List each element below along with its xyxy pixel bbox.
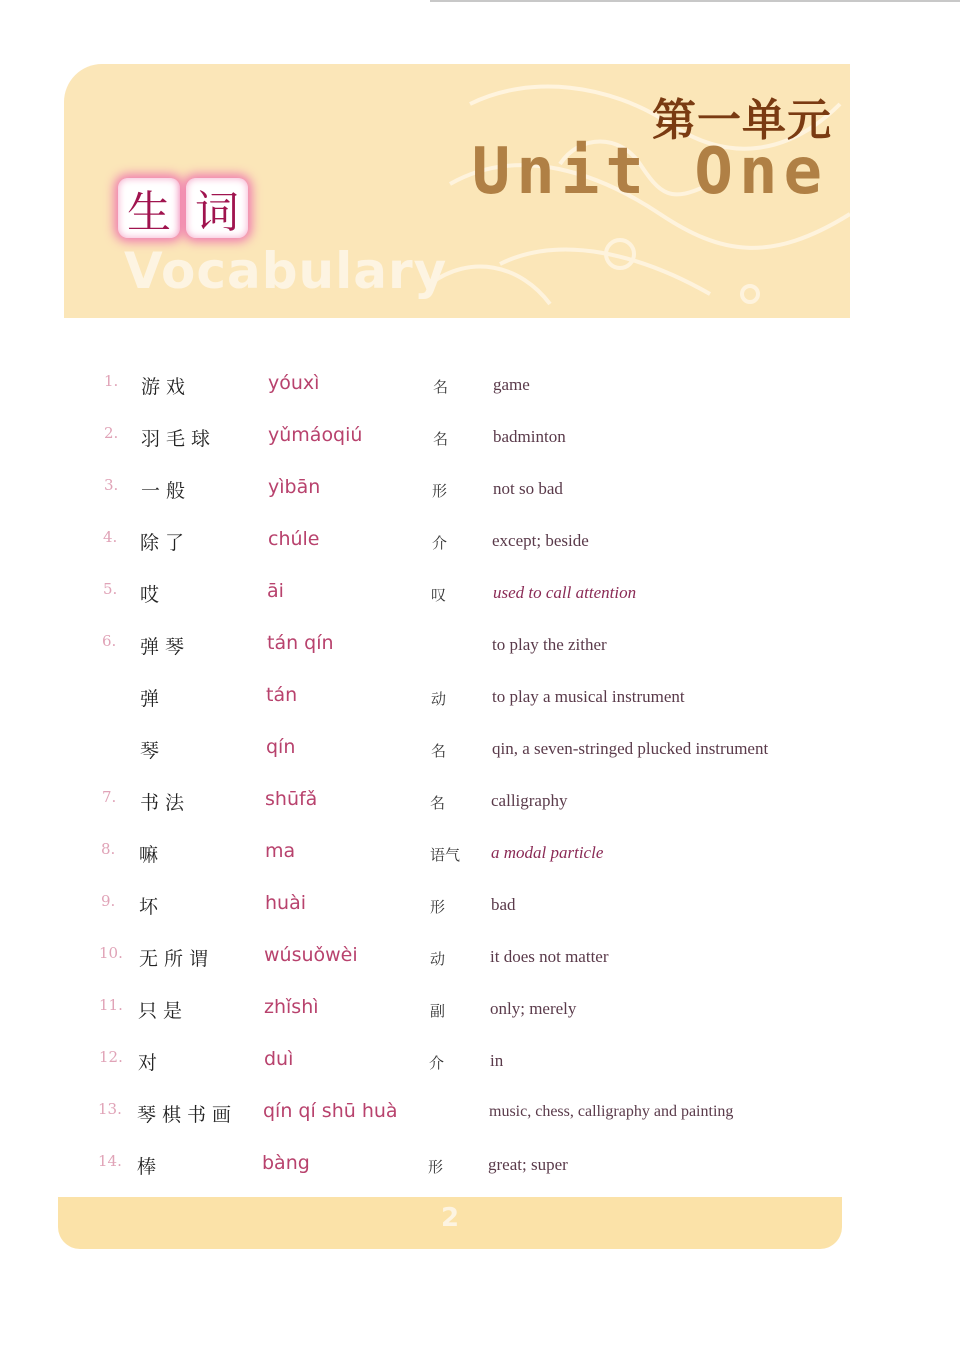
- entry-part-of-speech: 名: [433, 430, 449, 448]
- entry-part-of-speech: 形: [430, 898, 446, 916]
- vocab-row: [0, 620, 960, 672]
- vocab-row: [0, 984, 960, 1036]
- section-char-sheng: 生: [118, 178, 180, 238]
- entry-number: 2.: [104, 424, 119, 442]
- entry-definition: used to call attention: [493, 583, 637, 602]
- entry-pinyin: tán: [266, 684, 298, 706]
- entry-hanzi: 羽毛球: [141, 428, 217, 450]
- entry-part-of-speech: 动: [431, 690, 447, 708]
- unit-title-chinese: 第一单元: [652, 95, 832, 146]
- section-title-english: Vocabulary: [124, 242, 448, 300]
- entry-definition: to play a musical instrument: [492, 687, 685, 706]
- entry-number: 13.: [98, 1100, 122, 1118]
- vocab-row: [0, 516, 960, 568]
- vocab-row: [0, 1140, 960, 1192]
- entry-number: 14.: [98, 1152, 122, 1170]
- entry-part-of-speech: 语气: [430, 846, 461, 864]
- vocabulary-list: [0, 360, 960, 1192]
- entry-definition: qin, a seven-stringed plucked instrument: [492, 739, 769, 758]
- entry-hanzi: 书法: [140, 792, 191, 814]
- entry-definition: a modal particle: [491, 843, 604, 862]
- entry-hanzi: 哎: [140, 584, 166, 606]
- entry-pinyin: bàng: [262, 1152, 310, 1174]
- entry-definition: it does not matter: [490, 947, 609, 966]
- entry-definition: game: [493, 375, 530, 394]
- entry-part-of-speech: 名: [431, 742, 447, 760]
- entry-part-of-speech: 介: [432, 534, 448, 552]
- entry-part-of-speech: 叹: [431, 586, 447, 604]
- top-edge-rule: [430, 0, 960, 2]
- page-number: 2: [440, 1203, 460, 1233]
- entry-definition: except; beside: [492, 531, 589, 550]
- entry-number: 10.: [99, 944, 123, 962]
- entry-pinyin: yóuxì: [268, 372, 320, 394]
- entry-hanzi: 坏: [139, 896, 165, 918]
- vocab-row: [0, 360, 960, 412]
- entry-pinyin: qín qí shū huà: [263, 1100, 398, 1122]
- entry-part-of-speech: 名: [430, 794, 446, 812]
- entry-definition: not so bad: [493, 479, 563, 498]
- entry-hanzi: 嘛: [139, 844, 165, 866]
- entry-pinyin: yǔmáoqiú: [268, 424, 363, 446]
- entry-pinyin: āi: [267, 580, 284, 602]
- entry-hanzi: 弹琴: [140, 636, 191, 658]
- entry-definition: calligraphy: [491, 791, 568, 810]
- entry-part-of-speech: 介: [429, 1054, 445, 1072]
- vocab-row: [0, 724, 960, 776]
- entry-definition: bad: [491, 895, 516, 914]
- section-char-ci: 词: [186, 178, 248, 238]
- vocab-row: [0, 828, 960, 880]
- entry-hanzi: 无所谓: [139, 948, 215, 970]
- entry-part-of-speech: 形: [432, 482, 448, 500]
- entry-number: 8.: [101, 840, 116, 858]
- entry-definition: great; super: [488, 1155, 568, 1174]
- vocab-row: [0, 412, 960, 464]
- entry-hanzi: 对: [138, 1052, 164, 1074]
- entry-pinyin: duì: [264, 1048, 294, 1070]
- vocab-row: [0, 1088, 960, 1140]
- entry-definition: to play the zither: [492, 635, 607, 654]
- entry-number: 4.: [103, 528, 118, 546]
- entry-hanzi: 琴: [140, 740, 166, 762]
- vocab-row: [0, 568, 960, 620]
- entry-definition: badminton: [493, 427, 566, 446]
- entry-pinyin: qín: [266, 736, 296, 758]
- entry-number: 3.: [104, 476, 119, 494]
- entry-definition: music, chess, calligraphy and painting: [489, 1103, 734, 1120]
- vocab-row: [0, 1036, 960, 1088]
- entry-definition: only; merely: [490, 999, 577, 1018]
- entry-hanzi: 游戏: [141, 376, 192, 398]
- entry-hanzi: 除了: [140, 532, 191, 554]
- unit-title-english: Unit One: [471, 135, 828, 209]
- entry-number: 7.: [102, 788, 117, 806]
- entry-hanzi: 琴棋书画: [137, 1104, 238, 1126]
- vocab-row: [0, 672, 960, 724]
- entry-part-of-speech: 名: [433, 378, 449, 396]
- entry-pinyin: ma: [265, 840, 296, 862]
- entry-pinyin: wúsuǒwèi: [264, 944, 358, 966]
- vocab-row: [0, 932, 960, 984]
- entry-number: 9.: [101, 892, 116, 910]
- entry-part-of-speech: 动: [430, 950, 446, 968]
- entry-hanzi: 一般: [141, 480, 192, 502]
- entry-hanzi: 棒: [137, 1156, 163, 1178]
- section-title-chinese: [118, 178, 248, 238]
- page-footer-band: [58, 1197, 842, 1249]
- entry-number: 12.: [99, 1048, 123, 1066]
- entry-pinyin: chúle: [268, 528, 320, 550]
- entry-pinyin: tán qín: [267, 632, 334, 654]
- entry-hanzi: 弹: [140, 688, 166, 710]
- entry-part-of-speech: 形: [428, 1158, 444, 1176]
- entry-part-of-speech: 副: [430, 1002, 446, 1020]
- entry-number: 6.: [102, 632, 117, 650]
- entry-pinyin: shūfǎ: [265, 788, 318, 810]
- entry-number: 1.: [104, 372, 119, 390]
- entry-hanzi: 只是: [138, 1000, 189, 1022]
- entry-definition: in: [490, 1051, 504, 1070]
- entry-pinyin: yìbān: [268, 476, 321, 498]
- entry-pinyin: zhǐshì: [264, 996, 319, 1018]
- vocab-row: [0, 880, 960, 932]
- vocab-row: [0, 464, 960, 516]
- vocab-row: [0, 776, 960, 828]
- entry-pinyin: huài: [265, 892, 307, 914]
- entry-number: 5.: [103, 580, 118, 598]
- entry-number: 11.: [99, 996, 123, 1014]
